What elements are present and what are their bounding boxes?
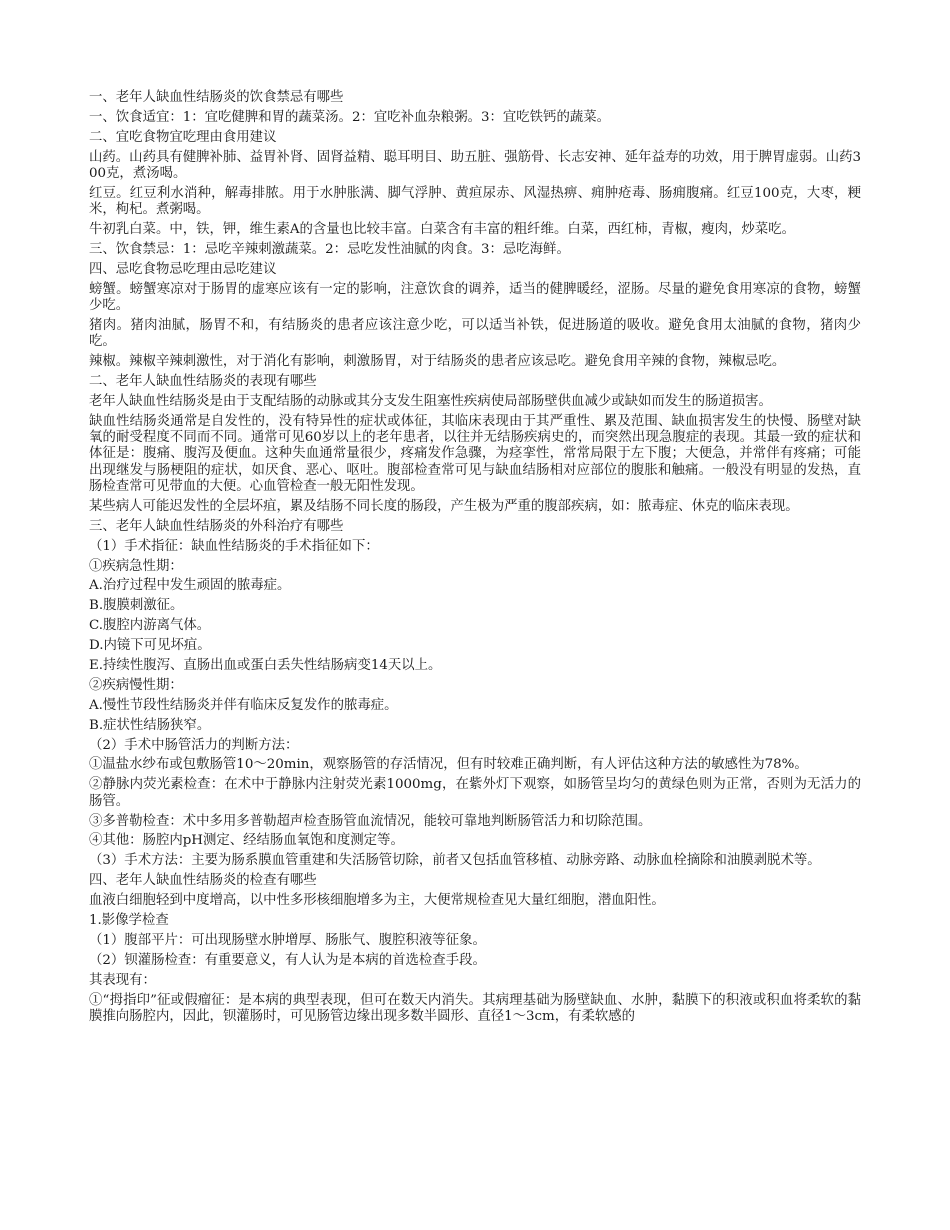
list-item: E.持续性腹泻、直肠出血或蛋白丢失性结肠病变14天以上。	[89, 657, 442, 673]
list-item: ①疾病急性期：	[89, 558, 183, 574]
list-item: （3）手术方法：主要为肠系膜血管重建和失活肠管切除，前者又包括血管移植、动脉旁路、动脉血栓摘除和油膜剥脱术等。	[89, 853, 821, 869]
paragraph: 红豆。红豆利水消种，解毒排脓。用于水肿胀满、脚气浮肿、黄疸尿赤、风湿热痹、痈肿疮毒、肠痈腹痛。红豆100克，大枣，粳米，枸杞。煮粥喝。	[89, 185, 861, 218]
list-item: （2）钡灌肠检查：有重要意义，有人认为是本病的首选检查手段。	[89, 952, 486, 968]
paragraph: 猪肉。猪肉油腻，肠胃不和，有结肠炎的患者应该注意少吃，可以适当补铁，促进肠道的吸收。避免食用太油腻的食物，猪肉少吃。	[89, 317, 861, 350]
section-heading-symptoms: 二、老年人缺血性结肠炎的表现有哪些	[89, 373, 317, 389]
paragraph: 一、饮食适宜：1：宜吃健脾和胃的蔬菜汤。2：宜吃补血杂粮粥。3：宜吃铁钙的蔬菜。	[89, 109, 611, 125]
paragraph: 螃蟹。螃蟹寒凉对于肠胃的虚寒应该有一定的影响，注意饮食的调养，适当的健脾暖经，涩肠。尽量的避免食用寒凉的食物，螃蟹少吃。	[89, 281, 861, 314]
list-item: （1）腹部平片：可出现肠壁水肿增厚、肠胀气、腹腔积液等征象。	[89, 932, 486, 948]
section-heading-diet: 一、老年人缺血性结肠炎的饮食禁忌有哪些	[89, 90, 344, 105]
paragraph: 其表现有：	[89, 972, 156, 988]
paragraph: 牛初乳白菜。中，铁，钾，维生素A的含量也比较丰富。白菜含有丰富的粗纤维。白菜，西红柿，青椒，瘦肉，炒菜吃。	[89, 222, 795, 238]
paragraph: ①“拇指印”征或假瘤征：是本病的典型表现，但可在数天内消失。其病理基础为肠壁缺血、水肿，黏膜下的积液或积血将柔软的黏膜推向肠腔内，因此，钡灌肠时，可见肠管边缘出现多数半圆形、直径1～3cm，有柔软感的	[89, 992, 861, 1024]
subheading: 四、忌吃食物忌吃理由忌吃建议	[89, 261, 277, 277]
paragraph: 某些病人可能迟发性的全层坏疽，累及结肠不同长度的肠段，产生极为严重的腹部疾病，如：脓毒症、休克的临床表现。	[89, 498, 799, 514]
paragraph: 血液白细胞轻到中度增高，以中性多形核细胞增多为主，大便常规检查见大量红细胞，潜血阳性。	[89, 893, 665, 909]
list-item: （2）手术中肠管活力的判断方法：	[89, 737, 299, 753]
list-item: ③多普勒检查：术中多用多普勒超声检查肠管血流情况，能较可靠地判断肠管活力和切除范围。	[89, 813, 652, 829]
section-heading-exams: 四、老年人缺血性结肠炎的检查有哪些	[89, 873, 317, 889]
paragraph: 三、饮食禁忌：1：忌吃辛辣刺激蔬菜。2：忌吃发性油腻的肉食。3：忌吃海鲜。	[89, 241, 570, 257]
section-heading-surgery: 三、老年人缺血性结肠炎的外科治疗有哪些	[89, 518, 344, 534]
list-item: （1）手术指征：缺血性结肠炎的手术指征如下：	[89, 538, 379, 554]
list-item: B.腹膜刺激征。	[89, 598, 184, 614]
list-item: A.治疗过程中发生顽固的脓毒症。	[89, 578, 291, 594]
paragraph: 辣椒。辣椒辛辣刺激性，对于消化有影响，刺激肠胃，对于结肠炎的患者应该忌吃。避免食用辛辣的食物，辣椒忌吃。	[89, 354, 786, 370]
paragraph: 山药。山药具有健脾补肺、益胃补肾、固肾益精、聪耳明目、助五脏、强筋骨、长志安神、延年益寿的功效，用于脾胃虚弱。山药300克，煮汤喝。	[89, 149, 861, 181]
subheading: 1.影像学检查	[89, 912, 169, 928]
list-item: ②静脉内荧光素检查：在术中于静脉内注射荧光素1000mg，在紫外灯下观察，如肠管呈均匀的黄绿色则为正常，否则为无活力的肠管。	[89, 777, 861, 809]
paragraph: 缺血性结肠炎通常是自发性的，没有特异性的症状或体征，其临床表现由于其严重性、累及范围、缺血损害发生的快慢、肠壁对缺氧的耐受程度不同而不同。通常可见60岁以上的老年患者，以往并无结肠疾病史的，而突然出现急腹症的表现。其最一致的症状和体征是：腹痛、腹泻及便血。这种失血通常量很少，疼痛发作急骤，为痉挛性，常常局限于左下腹；大便急，并常伴有疼痛；可能出现继发与肠梗阻的症状，如厌食、恶心、呕吐。腹部检查常可见与缺血结肠相对应部位的腹胀和触痛。一般没有明显的发热，直肠检查常可见带血的大便。心血管检查一般无阳性发现。	[89, 413, 861, 494]
list-item: C.腹腔内游离气体。	[89, 618, 211, 634]
paragraph: 老年人缺血性结肠炎是由于支配结肠的动脉或其分支发生阻塞性疾病使局部肠壁供血减少或缺如而发生的肠道损害。	[89, 393, 772, 409]
subheading: 二、宜吃食物宜吃理由食用建议	[89, 129, 277, 145]
document-page	[89, 90, 861, 1025]
list-item: ①温盐水纱布或包敷肠管10～20min，观察肠管的存活情况，但有时较难正确判断，有人评估这种方法的敏感性为78%。	[89, 757, 808, 773]
list-item: A.慢性节段性结肠炎并伴有临床反复发作的脓毒症。	[89, 697, 398, 713]
list-item: B.症状性结肠狭窄。	[89, 717, 211, 733]
list-item: ④其他：肠腔内pH测定、经结肠血氧饱和度测定等。	[89, 833, 404, 849]
list-item: D.内镜下可见坏疽。	[89, 638, 211, 654]
list-item: ②疾病慢性期：	[89, 677, 183, 693]
